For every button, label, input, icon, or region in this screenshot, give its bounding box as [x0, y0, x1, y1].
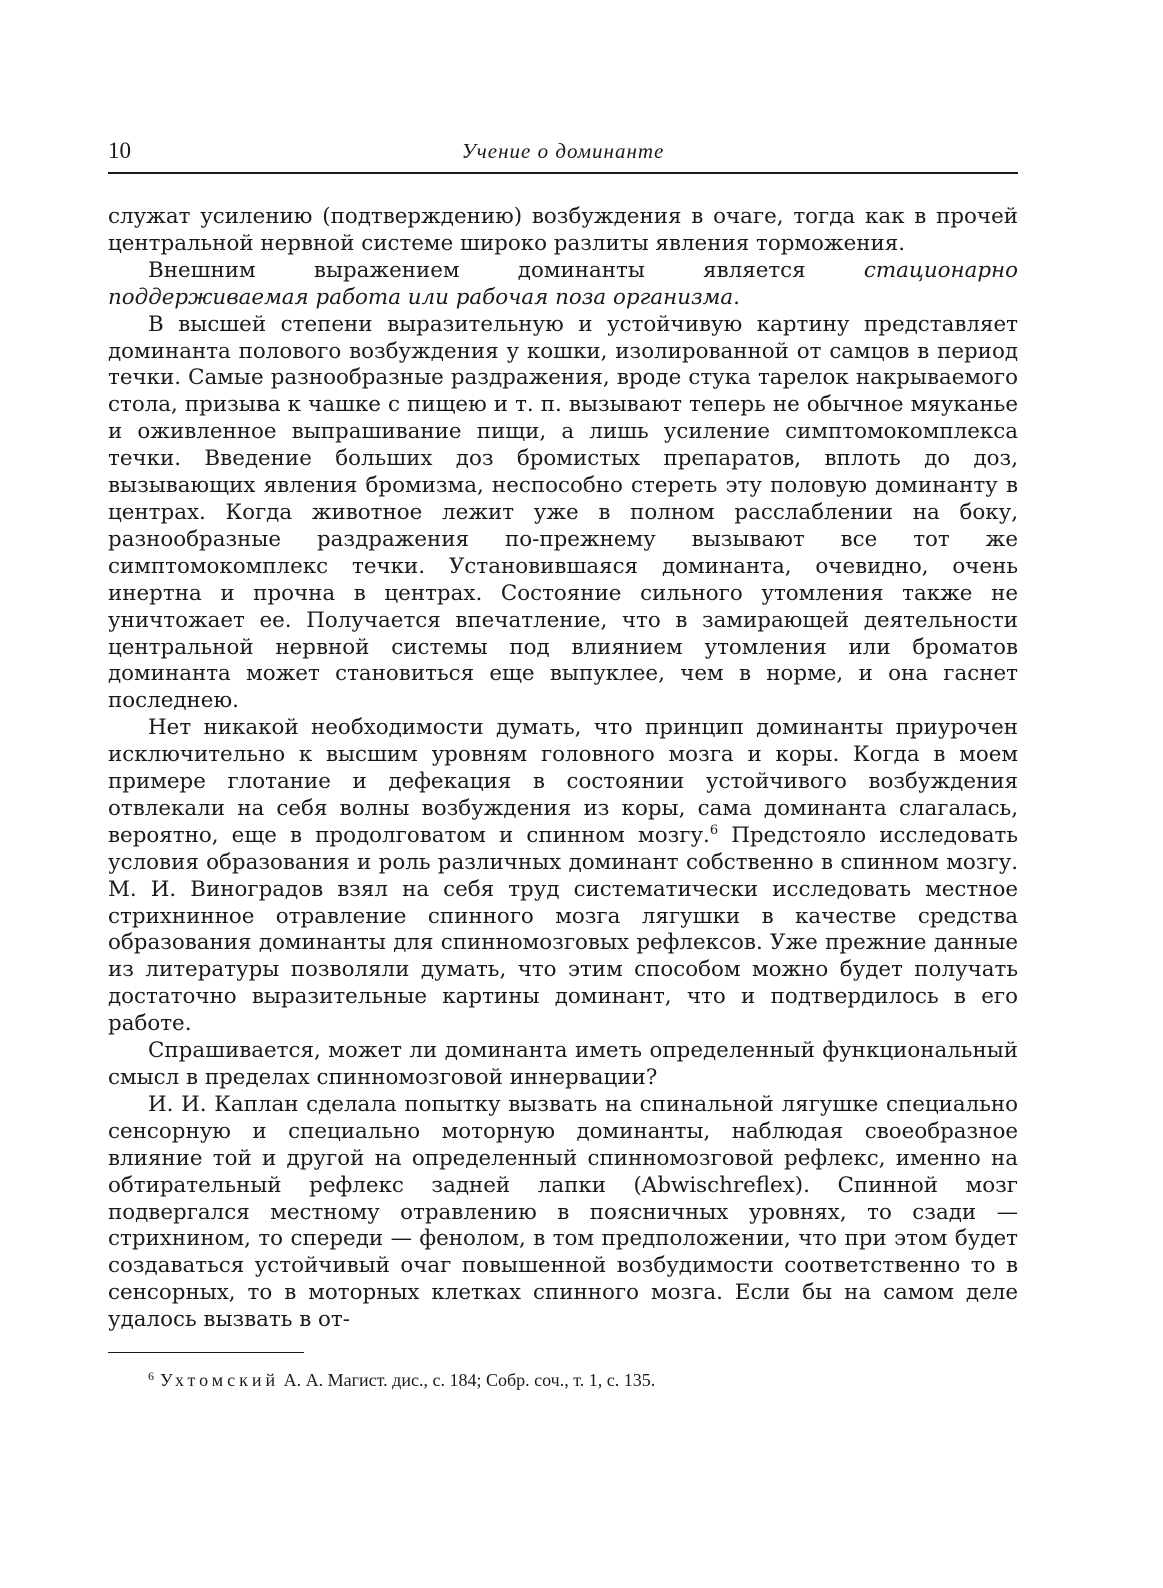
footnote-reference: 6 — [709, 822, 719, 838]
body-text — [108, 204, 1018, 1334]
page-number: 10 — [108, 138, 131, 163]
paragraph-2-text: Внешним выражением доминанты является — [148, 257, 864, 283]
footnote-separator — [108, 1352, 304, 1353]
paragraph-2 — [108, 258, 1018, 312]
paragraph-4-text-start: Нет никакой необходимости думать, что принцип доминанты приурочен исключительно к высшим уровням головного мозга и коры. Когда в моем примере глотание и дефекация в состоянии устойчивого возбуждения отвлекали на себя волны возбуждения из коры, сама доминанта слагалась, вероятно, еще в продолговатом и спинном мозгу. — [108, 715, 1018, 848]
running-head — [108, 136, 1018, 174]
paragraph-1: служат усилению (подтверждению) возбуждения в очаге, тогда как в прочей центральной нервной системе широко разлиты явления торможения. — [108, 204, 1018, 256]
paragraph-2-italic: стационарно поддерживаемая работа или рабочая поза организма. — [108, 257, 1018, 310]
footnote — [108, 1364, 1018, 1392]
paragraph-6: И. И. Каплан сделала попытку вызвать на спинальной лягушке специально сенсорную и специально моторную доминанты, наблюдая своеобразное влияние той и другой на определенный спинномозговой рефлекс, именно на обтирательный рефлекс задней лапки (Abwischreflex). Спинной мозг подвергался местному отравлению в поясничных уровнях, то сзади — стрихнином, то спереди — фенолом, в том предположении, что при этом будет создаваться устойчивый очаг повышенной возбудимости соответственно то в сенсорных, то в моторных клетках спинного мозга. Если бы на самом деле удалось вызвать в от- — [108, 1091, 1018, 1333]
footnote-text: А. А. Магист. дис., с. 184; Собр. соч., т. 1, с. 135. — [279, 1370, 656, 1391]
paragraph-4 — [108, 715, 1018, 1038]
paragraph-3: В высшей степени выразительную и устойчивую картину представляет доминанта полового возбуждения у кошки, изолированной от самцов в период течки. Самые разнообразные раздражения, вроде стука тарелок накрываемого стола, призыва к чашке с пищею и т. п. вызывают теперь не обычное мяуканье и оживленное выпрашивание пищи, а лишь усиление симптомокомплекса течки. Введение больших доз бромистых препаратов, вплоть до доз, вызывающих явления бромизма, неспособно стереть эту половую доминанту в центрах. Когда животное лежит уже в полном расслаблении на боку, разнообразные раздражения по-прежнему вызывают все тот же симптомокомплекс течки. Установившаяся доминанта, очевидно, очень инертна и прочна в центрах. Состояние сильного утомления также не уничтожает ее. Получается впечатление, что в замирающей деятельности центральной нервной системы под влиянием утомления или броматов доминанта может становиться еще выпуклее, чем в норме, и она гаснет последнею. — [108, 311, 1018, 714]
paragraph-4-text-end: Предстояло исследовать условия образования и роль различных доминант собственно в спинном мозгу. М. И. Виноградов взял на себя труд систематически исследовать местное стрихнинное отравление спинного мозга лягушки в качестве средства образования доминанты для спинномозговых рефлексов. Уже прежние данные из литературы позволяли думать, что этим способом можно будет получать достаточно выразительные картины доминант, что и подтвердилось в его работе. — [108, 822, 1018, 1037]
footnote-author: Ухтомский — [160, 1370, 280, 1391]
footnote-number: 6 — [148, 1369, 154, 1384]
paragraph-5: Спрашивается, может ли доминанта иметь определенный функциональный смысл в пределах спинномозговой иннервации? — [108, 1038, 1018, 1090]
running-title: Учение о доминанте — [461, 139, 665, 163]
book-page — [108, 136, 1018, 1392]
